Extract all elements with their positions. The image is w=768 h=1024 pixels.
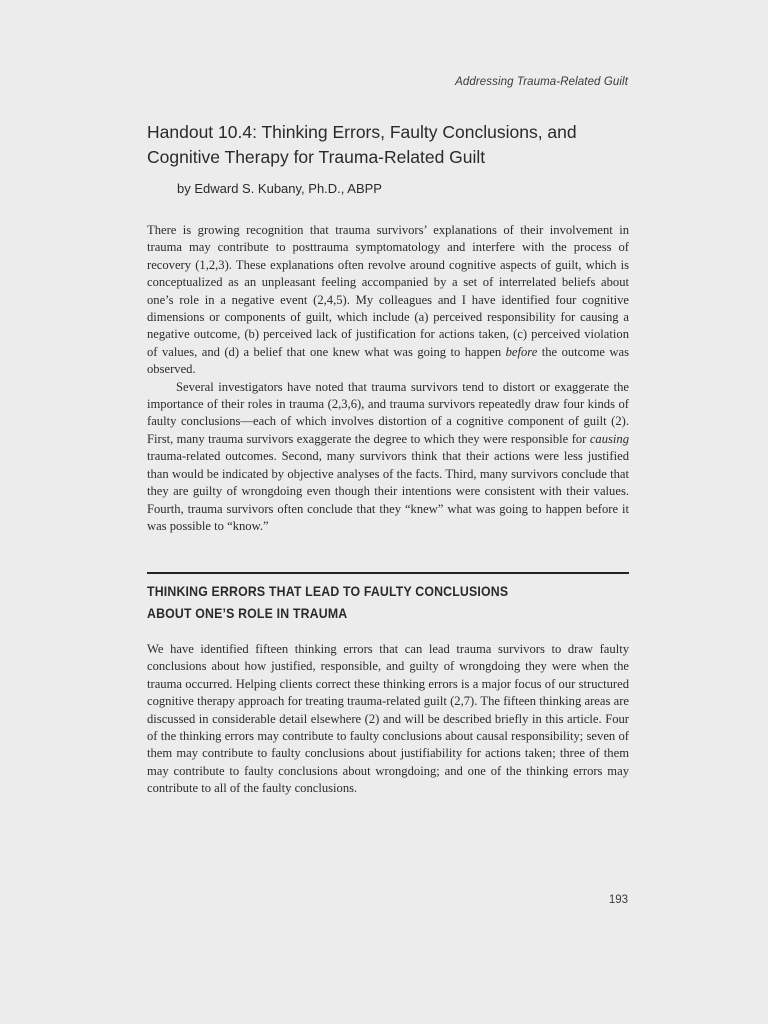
section-heading: THINKING ERRORS THAT LEAD TO FAULTY CONCLUSIONS ABOUT ONE’S ROLE IN TRAUMA: [147, 583, 509, 621]
section-text: [147, 641, 629, 798]
intro-paragraph-1-text-b: the outcome was observed.: [147, 344, 629, 377]
section-divider: [147, 572, 629, 574]
intro-paragraph-2-text-b: trauma-related outcomes. Second, many survivors think that their actions were less justified than would be indicated by objective analyses of the facts. Third, many survivors conclude that they are guilty of wrongdoing even though their intentions were consistent with their values. Fourth, trauma survivors often conclude that they “knew” what was going to happen before it was possible to “know.”: [147, 449, 629, 533]
page-number: 193: [608, 894, 628, 906]
running-header: Addressing Trauma-Related Guilt: [455, 76, 628, 88]
intro-paragraph-2-emphasis: causing: [589, 431, 629, 446]
intro-paragraph-1-text-a: There is growing recognition that trauma survivors’ explanations of their involvement in trauma may contribute to posttrauma symptomatology and interfere with the process of recovery (1,2,3). These explanations often revolve around cognitive aspects of guilt, which is conceptualized as an unpleasant feeling accompanied by a set of interrelated beliefs about one’s role in a negative event (2,4,5). My colleagues and I have identified four cognitive dimensions or components of guilt, which include (a) perceived responsibility for causing a negative outcome, (b) perceived lack of justification for actions taken, (c) perceived violation of values, and (d) a belief that one knew what was going to happen: [147, 223, 629, 359]
intro-paragraph-1-emphasis: before: [505, 344, 538, 359]
intro-paragraph-1: [147, 222, 629, 379]
author-byline: by Edward S. Kubany, Ph.D., ABPP: [177, 181, 382, 196]
section-paragraph: We have identified fifteen thinking errors that can lead trauma survivors to draw faulty conclusions about how justified, responsible, and guilty of wrongdoing they were when the trauma occurred. Helping clients correct these thinking errors is a major focus of our structured cognitive therapy approach for treating trauma-related guilt (2,7). The fifteen thinking areas are discussed in considerable detail elsewhere (2) and will be described briefly in this article. Four of the thinking errors may contribute to faulty conclusions about causal responsibility; seven of them may contribute to faulty conclusions about justifiability for actions taken; three of them may contribute to faulty conclusions about wrongdoing; and one of the thinking errors may contribute to all of the faulty conclusions.: [147, 642, 629, 796]
intro-paragraph-2: [147, 379, 629, 536]
intro-paragraph-2-text-a: Several investigators have noted that trauma survivors tend to distort or exaggerate the importance of their roles in trauma (2,3,6), and trauma survivors repeatedly draw four kinds of faulty conclusions—each of which involves distortion of a cognitive component of guilt (2). First, many trauma survivors exaggerate the degree to which they were responsible for: [147, 379, 629, 446]
intro-text: [147, 222, 629, 535]
handout-title: Handout 10.4: Thinking Errors, Faulty Conclusions, and Cognitive Therapy for Trauma-Related Guilt: [147, 122, 577, 167]
